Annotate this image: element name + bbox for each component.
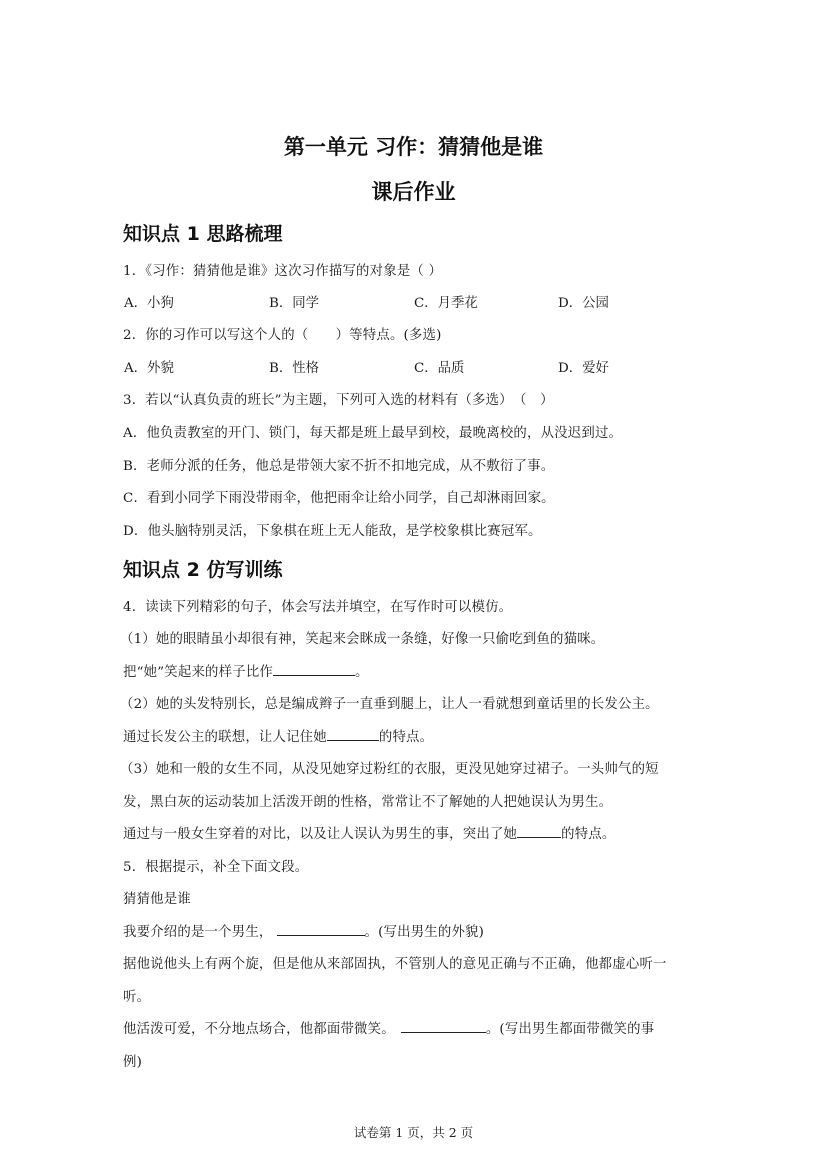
fill-1-suffix: 。 (355, 665, 369, 680)
section-heading-1: 知识点 1 思路梳理 (123, 223, 283, 245)
question-1-option-c: C．月季花 (414, 296, 478, 311)
question-2-option-d: D．爱好 (558, 361, 609, 376)
question-2-option-c: C．品质 (414, 361, 465, 376)
question-4-passage-3-line-2: 发，黑白灰的运动装加上活泼开朗的性格，常常让不了解她的人把她误认为男生。 (123, 795, 613, 810)
question-1-option-d: D．公园 (558, 296, 609, 311)
question-1-stem: 1．《习作：猜猜他是谁》这次习作描写的对象是（ ） (123, 264, 443, 279)
question-5-line-2: 据他说他头上有两个旋，但是他从来部固执，不管别人的意见正确与不正确，他都虚心听一 (123, 957, 667, 972)
essay-title: 猜猜他是谁 (123, 892, 191, 907)
question-3-option-b: B．老师分派的任务，他总是带领大家不折不扣地完成，从不敷衍了事。 (123, 459, 555, 474)
question-2-option-a: A．外貌 (124, 361, 174, 376)
q5-line-3-suffix: 。(写出男生都面带微笑的事 (485, 1022, 655, 1037)
q5-line-1-prefix: 我要介绍的是一个男生， (123, 925, 273, 940)
question-5-line-3 (123, 1018, 654, 1037)
question-1-option-a: A．小狗 (124, 296, 174, 311)
question-3-stem: 3．若以“认真负责的班长”为主题，下列可入选的材料有（多选） （ ） (123, 393, 554, 408)
question-5-stem: 5．根据提示，补全下面文段。 (123, 860, 309, 875)
question-4-fill-2 (123, 726, 433, 745)
page-subtitle: 课后作业 (371, 180, 456, 204)
answer-blank-1[interactable] (273, 663, 355, 676)
question-3-option-a: A．他负责教室的开门、锁门，每天都是班上最早到校，最晚离校的，从没迟到过。 (123, 426, 623, 441)
question-4-stem: 4．读读下列精彩的句子，体会写法并填空，在写作时可以模仿。 (123, 600, 513, 615)
question-2-option-b: B．性格 (269, 361, 320, 376)
answer-blank-4[interactable] (277, 923, 365, 936)
page-footer: 试卷第 1 页，共 2 页 (353, 1125, 474, 1140)
fill-1-prefix: 把“她”笑起来的样子比作 (123, 665, 273, 680)
answer-blank-3[interactable] (517, 825, 561, 838)
page-title: 第一单元 习作：猜猜他是谁 (283, 135, 544, 159)
q5-line-3-prefix: 他活泼可爱，不分地点场合，他都面带微笑。 (123, 1022, 395, 1037)
question-4-passage-3-line-1: （3）她和一般的女生不同，从没见她穿过粉红的衣服，更没见她穿过裙子。一头帅气的短 (120, 762, 659, 777)
question-4-fill-3 (123, 823, 616, 842)
fill-3-prefix: 通过与一般女生穿着的对比，以及让人误认为男生的事，突出了她 (123, 827, 518, 842)
question-5-line-1 (123, 921, 484, 940)
question-3-option-d: D．他头脑特别灵活，下象棋在班上无人能敌，是学校象棋比赛冠军。 (123, 524, 542, 539)
question-4-passage-1: （1）她的眼睛虽小却很有神，笑起来会眯成一条缝，好像一只偷吃到鱼的猫咪。 (120, 632, 605, 647)
question-3-option-c: C．看到小同学下雨没带雨伞，他把雨伞让给小同学，自己却淋雨回家。 (123, 491, 555, 506)
question-5-line-2-cont: 听。 (123, 990, 151, 1005)
question-1-option-b: B．同学 (269, 296, 320, 311)
question-2-stem: 2．你的习作可以写这个人的（ ）等特点。(多选) (123, 328, 442, 343)
q5-line-1-suffix: 。(写出男生的外貌) (364, 925, 485, 940)
fill-2-suffix: 的特点。 (378, 730, 434, 745)
question-4-fill-1 (123, 661, 369, 680)
fill-2-prefix: 通过长发公主的联想，让人记住她 (123, 730, 327, 745)
question-5-line-3-cont: 例) (123, 1055, 143, 1070)
question-4-passage-2: （2）她的头发特别长，总是编成辫子一直垂到腿上，让人一看就想到童话里的长发公主。 (120, 697, 659, 712)
fill-3-suffix: 的特点。 (561, 827, 616, 842)
section-heading-2: 知识点 2 仿写训练 (123, 559, 283, 581)
answer-blank-2[interactable] (327, 728, 379, 741)
answer-blank-5[interactable] (401, 1020, 486, 1033)
